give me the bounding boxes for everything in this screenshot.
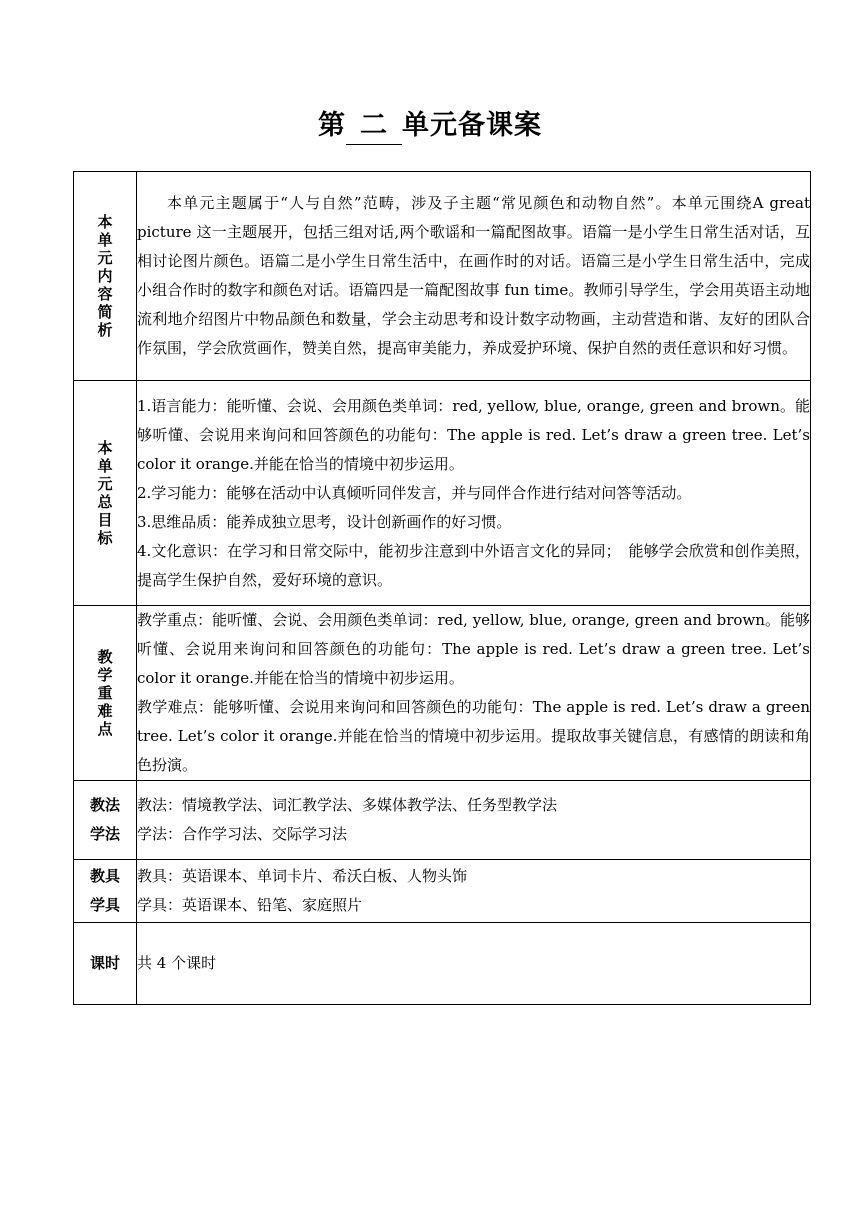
- row-label-content-analysis: 本单元内容简析: [97, 213, 113, 339]
- row-content-cell: [137, 381, 811, 606]
- goal-language-ability: 1.语言能力：能听懂、会说、会用颜色类单词：red, yellow, blue, orange, green and brown。能够听懂、会说用来询问和回答颜色的功能句：The apple is red. Let’s draw a green tree. Let’s color it orange.并能在恰当的情境中初步运用。: [137, 396, 810, 473]
- row-content-cell: [137, 860, 811, 923]
- row-label-cell: [74, 606, 137, 781]
- class-hours-text: 共 4 个课时: [137, 954, 217, 972]
- content-analysis-text: 本单元主题属于“人与自然”范畴，涉及子主题“常见颜色和动物自然”。本单元围绕A great picture 这一主题展开，包括三组对话,两个歌谣和一篇配图故事。语篇一是小学生日常生活对话，互相讨论图片颜色。语篇二是小学生日常生活中，在画作时的对话。语篇三是小学生日常生活中，完成小组合作时的数字和颜色对话。语篇四是一篇配图故事 fun time。教师引导学生，学会用英语主动地流利地介绍图片中物品颜色和数量，学会主动思考和设计数字动物画，主动营造和谐、友好的团队合作氛围，学会欣赏画作，赞美自然，提高审美能力，养成爱护环境、保护自然的责任意识和好习惯。: [137, 194, 810, 357]
- table-row-class-hours: [74, 923, 811, 1005]
- row-content-cell: [137, 923, 811, 1005]
- table-row-unit-goals: [74, 381, 811, 606]
- row-label-cell: [74, 781, 137, 860]
- learning-methods-text: 学法：合作学习法、交际学习法: [137, 825, 348, 843]
- goal-cultural-awareness: 4.文化意识：在学习和日常交际中，能初步注意到中外语言文化的异同； 能够学会欣赏和创作美照，提高学生保护自然，爱好环境的意识。: [137, 541, 810, 589]
- table-row-tools: [74, 860, 811, 923]
- row-label-cell: [74, 381, 137, 606]
- table-row-key-difficult-points: [74, 606, 811, 781]
- page-title: [0, 106, 860, 146]
- title-prefix: 第: [318, 110, 346, 141]
- table-row-content-analysis: [74, 172, 811, 381]
- goal-thinking-quality: 3.思维品质：能养成独立思考，设计创新画作的好习惯。: [137, 512, 512, 531]
- key-points-text: 教学重点：能听懂、会说、会用颜色类单词：red, yellow, blue, orange, green and brown。能够听懂、会说用来询问和回答颜色的功能句：The apple is red. Let’s draw a green tree. Let’s color it orange.并能在恰当的情境中初步运用。: [137, 611, 810, 687]
- row-label-tools: 教具学具: [89, 867, 120, 914]
- row-label-cell: [74, 923, 137, 1005]
- lesson-plan-table: [73, 171, 811, 1005]
- teaching-methods-text: 教法：情境教学法、词汇教学法、多媒体教学法、任务型教学法: [137, 796, 558, 814]
- difficult-points-text: 教学难点：能够听懂、会说用来询问和回答颜色的功能句：The apple is red. Let’s draw a green tree. Let’s color it orange.并能在恰当的情境中初步运用。提取故事关键信息，有感情的朗读和角色扮演。: [137, 698, 810, 774]
- table-row-methods: [74, 781, 811, 860]
- title-suffix: 单元备课案: [402, 110, 542, 141]
- row-content-cell: [137, 606, 811, 781]
- row-content-cell: [137, 781, 811, 860]
- row-label-cell: [74, 172, 137, 381]
- teaching-tools-text: 教具：英语课本、单词卡片、希沃白板、人物头饰: [137, 867, 468, 885]
- title-unit-number: 二: [346, 108, 402, 145]
- row-label-cell: [74, 860, 137, 923]
- learning-tools-text: 学具：英语课本、铅笔、家庭照片: [137, 896, 363, 914]
- row-label-methods: 教法学法: [89, 796, 120, 843]
- row-label-unit-goals: 本单元总目标: [97, 439, 113, 547]
- goal-learning-ability: 2.学习能力：能够在活动中认真倾听同伴发言，并与同伴合作进行结对问答等活动。: [137, 483, 692, 502]
- row-content-cell: [137, 172, 811, 381]
- row-label-key-points: 教学重难点: [97, 648, 113, 738]
- row-label-class-hours: 课时: [89, 954, 120, 972]
